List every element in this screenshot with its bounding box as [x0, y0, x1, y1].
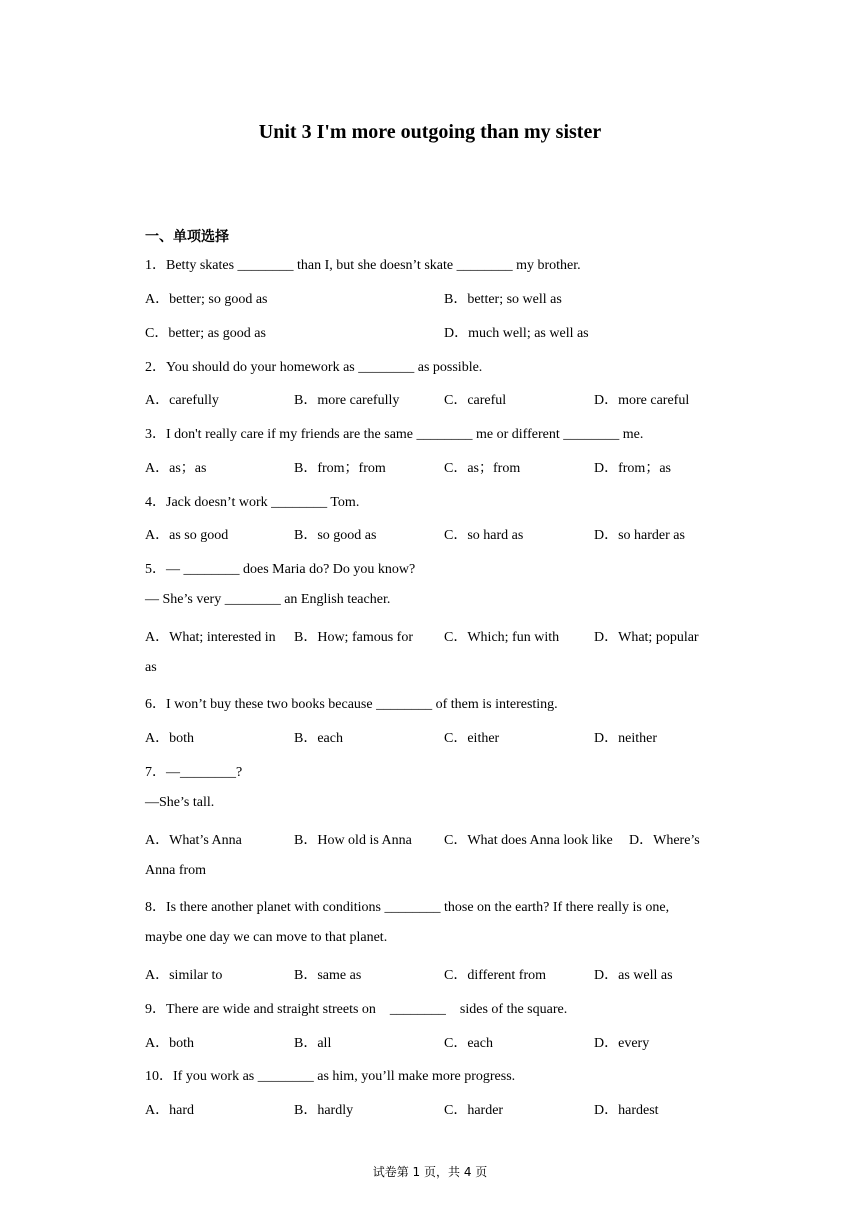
question-10-option-b: B．hardly	[294, 1103, 354, 1118]
question-5-option-d: D．What; popular	[594, 630, 699, 645]
question-3-stem: 3．I don't really care if my friends are the same ________ me or different ________ me.	[145, 427, 644, 442]
question-7-option-b: B．How old is Anna	[294, 833, 412, 848]
question-8-option-b: B．same as	[294, 968, 362, 983]
question-7-option-d: D．Where’s	[629, 833, 700, 848]
question-2-option-b: B．more carefully	[294, 393, 400, 408]
question-8-option-d: D．as well as	[594, 968, 673, 983]
question-5-stem-2: — She’s very ________ an English teacher.	[145, 592, 391, 607]
page-title: Unit 3 I'm more outgoing than my sister	[258, 121, 602, 143]
question-7-stem: 7．—________?	[145, 765, 243, 780]
question-1-option-c: C．better; as good as	[145, 326, 266, 341]
question-6-option-c: C．either	[444, 731, 500, 746]
question-5-stem: 5．— ________ does Maria do? Do you know?	[145, 562, 416, 577]
question-7-stem-2: —She’s tall.	[145, 795, 215, 810]
question-9-option-c: C．each	[444, 1036, 493, 1051]
question-9-stem: 9．There are wide and straight streets on ________ sides of the square.	[145, 1002, 568, 1017]
question-3-option-d: D．from；as	[594, 461, 671, 476]
question-8-stem: 8．Is there another planet with conditions ________ those on the earth? If there really is one,	[145, 900, 670, 915]
question-6-option-b: B．each	[294, 731, 343, 746]
section-heading: 一、单项选择	[145, 229, 229, 245]
question-4-stem: 4．Jack doesn’t work ________ Tom.	[145, 495, 360, 510]
question-9-option-b: B．all	[294, 1036, 332, 1051]
question-7-option-d-continued: Anna from	[145, 863, 207, 878]
question-7-option-a: A．What’s Anna	[145, 833, 242, 848]
question-4-option-d: D．so harder as	[594, 528, 685, 543]
question-9-option-d: D．every	[594, 1036, 650, 1051]
question-4-option-a: A．as so good	[145, 528, 229, 543]
question-5-option-c: C．Which; fun with	[444, 630, 560, 645]
question-5-option-a: A．What; interested in	[145, 630, 276, 645]
question-3-option-c: C．as；from	[444, 461, 521, 476]
question-6-option-a: A．both	[145, 731, 194, 746]
question-1-option-b: B．better; so well as	[444, 292, 562, 307]
question-6-option-d: D．neither	[594, 731, 657, 746]
question-8-stem-2: maybe one day we can move to that planet.	[145, 930, 388, 945]
question-4-option-c: C．so hard as	[444, 528, 524, 543]
question-2-option-d: D．more careful	[594, 393, 690, 408]
question-3-option-b: B．from；from	[294, 461, 386, 476]
question-6-stem: 6．I won’t buy these two books because ________ of them is interesting.	[145, 697, 558, 712]
question-2-option-a: A．carefully	[145, 393, 219, 408]
question-2-option-c: C．careful	[444, 393, 507, 408]
question-2-stem: 2．You should do your homework as ________ as possible.	[145, 360, 483, 375]
question-10-option-a: A．hard	[145, 1103, 194, 1118]
question-5-option-d-continued: as	[145, 660, 157, 675]
question-1-option-a: A．better; so good as	[145, 292, 268, 307]
question-10-option-c: C．harder	[444, 1103, 504, 1118]
page-footer: 试卷第 1 页，共 4 页	[372, 1165, 488, 1179]
question-7-option-c: C．What does Anna look like	[444, 833, 613, 848]
question-8-option-c: C．different from	[444, 968, 546, 983]
question-4-option-b: B．so good as	[294, 528, 377, 543]
question-10-stem: 10．If you work as ________ as him, you’ll make more progress.	[145, 1069, 516, 1084]
question-1-option-d: D．much well; as well as	[444, 326, 589, 341]
question-1-stem: 1．Betty skates ________ than I, but she doesn’t skate ________ my brother.	[145, 258, 581, 273]
question-5-option-b: B．How; famous for	[294, 630, 413, 645]
question-9-option-a: A．both	[145, 1036, 194, 1051]
question-3-option-a: A．as；as	[145, 461, 207, 476]
question-8-option-a: A．similar to	[145, 968, 223, 983]
question-10-option-d: D．hardest	[594, 1103, 659, 1118]
